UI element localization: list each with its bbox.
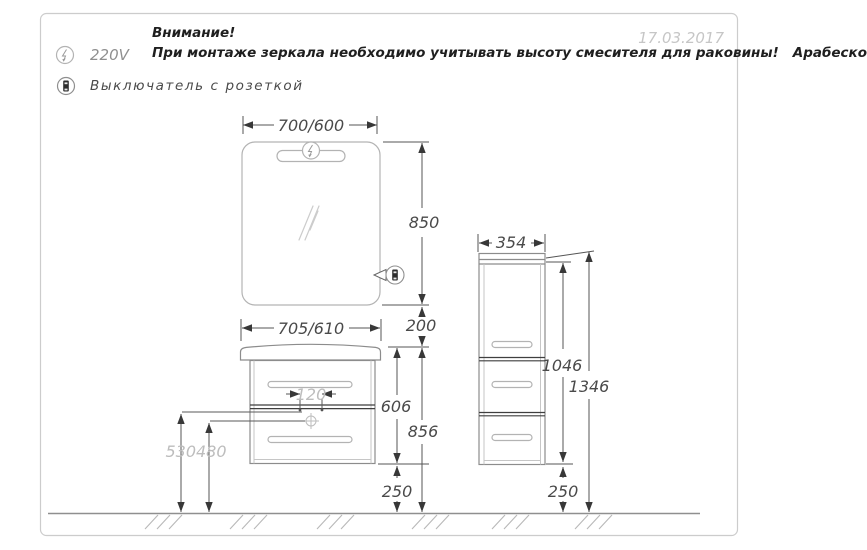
warning-text: При монтаже зеркала необходимо учитывать высоту смесителя для раковины! bbox=[152, 45, 779, 61]
dim-faucet-spacing: 120 bbox=[295, 385, 327, 404]
power-icon bbox=[57, 47, 74, 64]
dim-rail-height: 530 bbox=[165, 442, 196, 461]
dim-mirror-height: 850 bbox=[408, 213, 440, 232]
switch-socket-label: Выключатель с розеткой bbox=[90, 78, 304, 94]
floor-hatching bbox=[145, 515, 612, 529]
column-handle-1 bbox=[492, 342, 532, 348]
dim-vanity-width: 705/610 bbox=[277, 319, 345, 338]
floor bbox=[48, 514, 700, 530]
switch-socket-icon bbox=[58, 78, 75, 95]
product-name: Арабеско bbox=[792, 45, 867, 61]
column-handle-2 bbox=[492, 382, 532, 388]
sink bbox=[241, 344, 381, 360]
date: 17.03.2017 bbox=[638, 29, 724, 47]
dim-mirror-width: 700/600 bbox=[277, 116, 345, 135]
mirror bbox=[242, 142, 404, 305]
mirror-power-icon bbox=[303, 142, 320, 159]
dim-column-height: 1046 bbox=[541, 356, 583, 375]
attention-title: Внимание! bbox=[152, 25, 236, 41]
mirror-switch-socket-icon bbox=[386, 266, 404, 284]
column-cabinet bbox=[479, 254, 545, 465]
dim-drain-height: 480 bbox=[196, 442, 227, 461]
drawer-handle-bottom bbox=[268, 437, 352, 443]
column-handle-3 bbox=[492, 435, 532, 441]
dim-column-width: 354 bbox=[495, 233, 527, 252]
dim-sink-to-floor: 856 bbox=[407, 422, 439, 441]
dim-vanity-height: 606 bbox=[380, 397, 412, 416]
voltage-label: 220V bbox=[90, 46, 129, 64]
dim-vanity-clearance: 250 bbox=[381, 482, 413, 501]
dim-column-clearance: 250 bbox=[547, 482, 579, 501]
dim-column-total-height: 1346 bbox=[568, 377, 610, 396]
warning-line bbox=[152, 45, 867, 61]
dim-gap-200: 200 bbox=[405, 316, 437, 335]
